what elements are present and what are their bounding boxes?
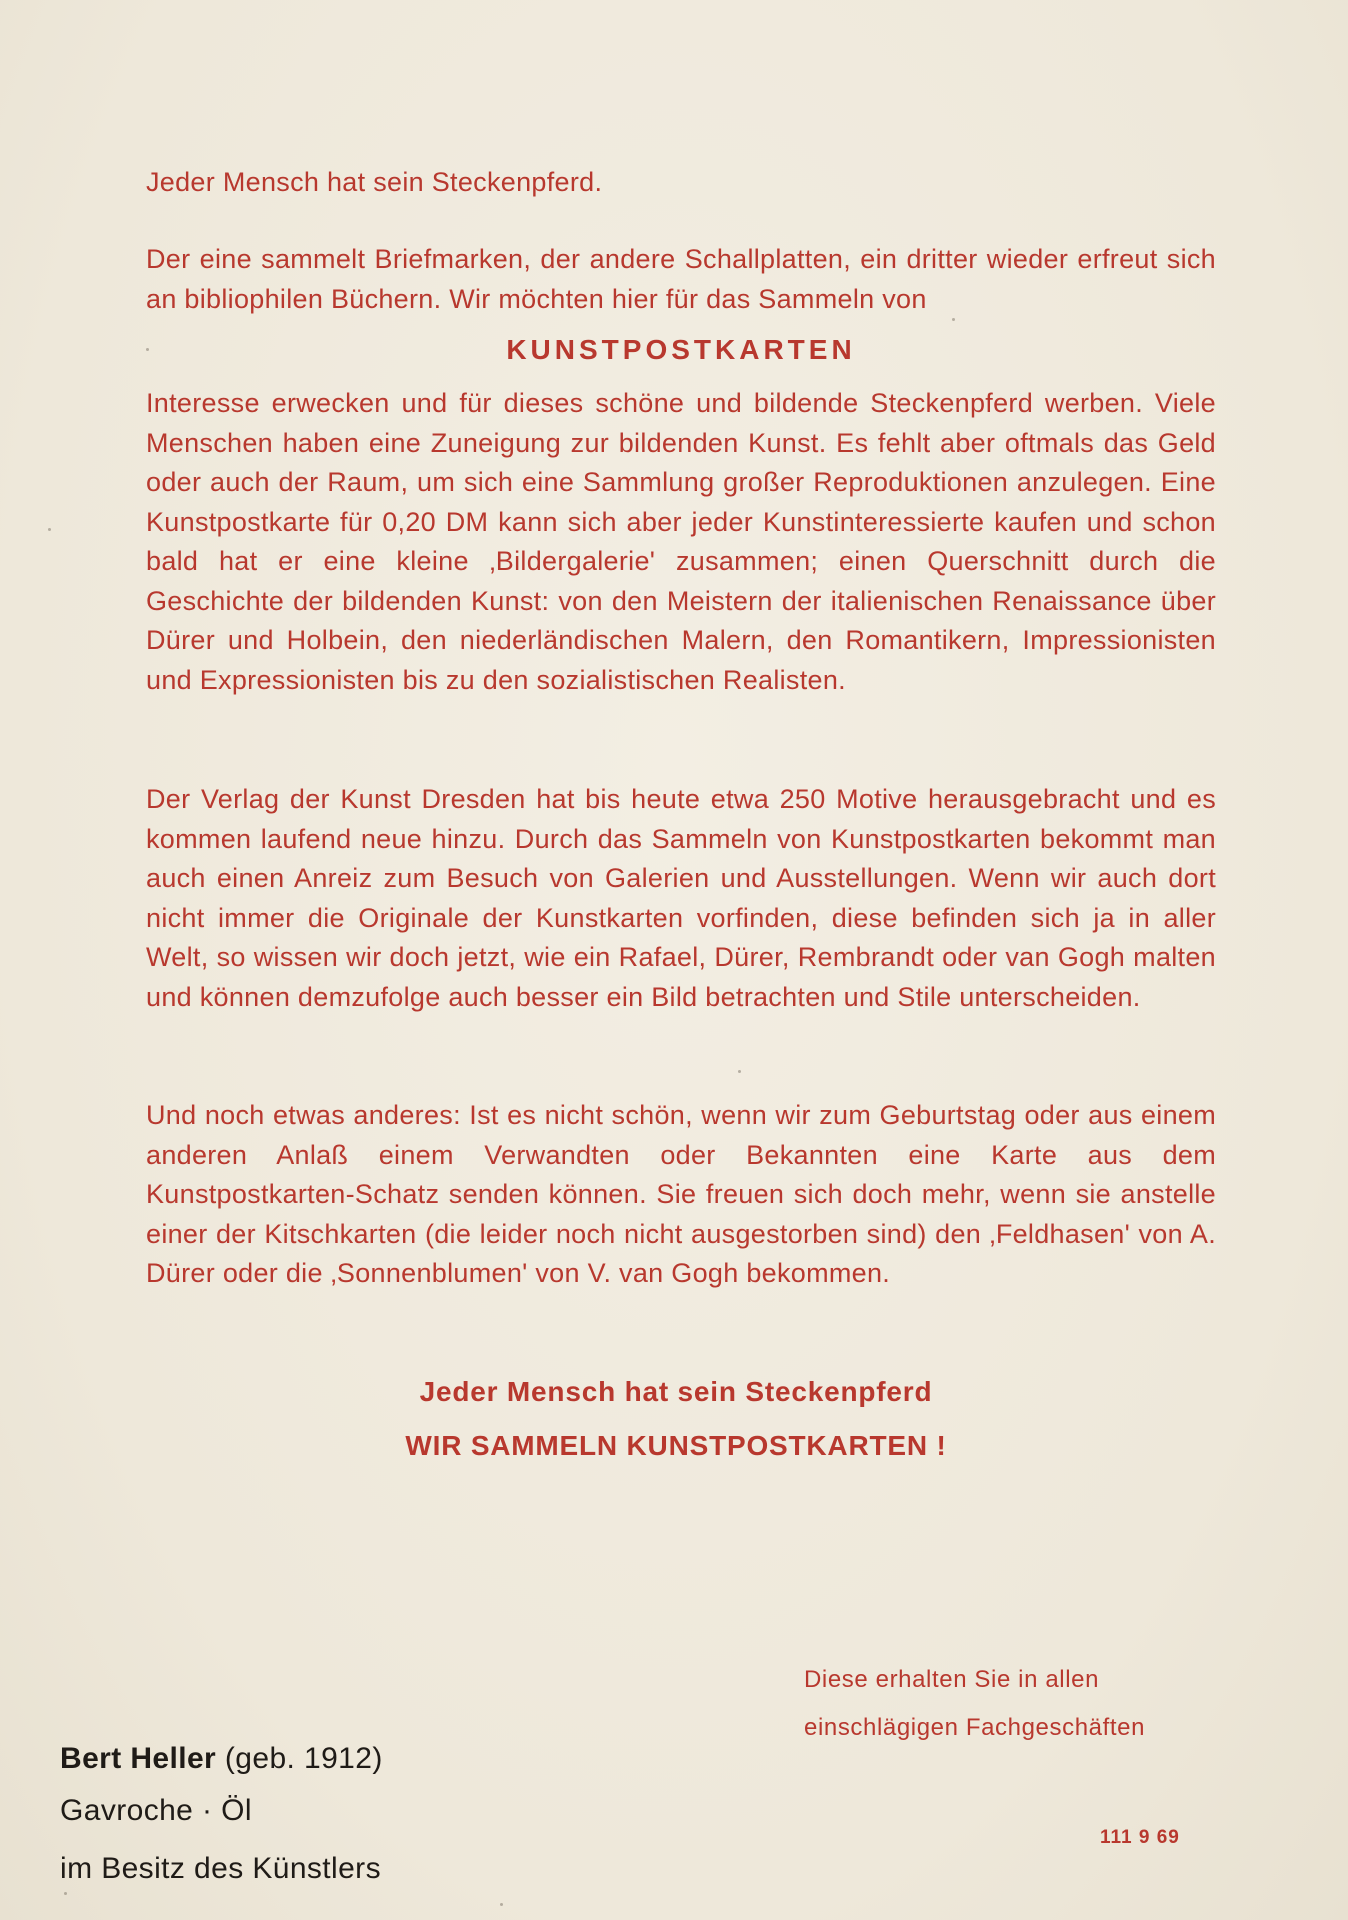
paragraph-publisher: Der Verlag der Kunst Dresden hat bis heute etwa 250 Motive herausgebracht und es kommen laufend neue hinzu. Durch das Sammeln von Kunstpostkarten bekommt man auch einen Anreiz zum Besuch von Galerien und Ausstellungen. Wenn wir auch dort nicht immer die Originale der Kunstkarten vorfinden, diese befinden sich ja in aller Welt, so wissen wir doch jetzt, wie ein Rafael, Dürer, Rembrandt oder van Gogh malten und können demzufolge auch besser ein Bild betrachten und Stile unterscheiden.	[146, 784, 1216, 1012]
heading-kunstpostkarten: KUNSTPOSTKARTEN	[506, 334, 856, 365]
paper-speck	[500, 1903, 503, 1906]
credit-owner: im Besitz des Künstlers	[60, 1852, 381, 1885]
artist-name: Bert Heller	[60, 1742, 217, 1775]
credit-work: Gavroche · Öl	[60, 1794, 252, 1827]
paper-speck	[48, 528, 51, 531]
paragraph-intro: Der eine sammelt Briefmarken, der andere Schallplatten, ein dritter wieder erfreut sich an bibliophilen Büchern. Wir möchten hier für das Sammeln von	[146, 244, 1216, 314]
paper-speck	[952, 318, 955, 321]
opening-line: Jeder Mensch hat sein Steckenpferd.	[146, 167, 603, 197]
artist-years: (geb. 1912)	[224, 1742, 383, 1775]
paragraph-gifts: Und noch etwas anderes: Ist es nicht schön, wenn wir zum Geburtstag oder aus einem anderen Anlaß einem Verwandten oder Bekannten eine Karte aus dem Kunstpostkarten-Schatz senden können. Sie freuen sich doch mehr, wenn sie anstelle einer der Kitschkarten (die leider noch nicht ausgestorben sind) den ‚Feldhasen' von A. Dürer oder die ‚Sonnenblumen' von V. van Gogh bekommen.	[146, 1100, 1216, 1288]
paper-speck	[738, 1070, 741, 1073]
dealer-note-line-2: einschlägigen Fachgeschäften	[804, 1714, 1146, 1741]
paper-speck	[64, 1892, 67, 1895]
dealer-note-line-1: Diese erhalten Sie in allen	[804, 1666, 1100, 1693]
slogan-steckenpferd: Jeder Mensch hat sein Steckenpferd	[419, 1376, 933, 1407]
slogan-wir-sammeln: WIR SAMMELN KUNSTPOSTKARTEN !	[405, 1430, 947, 1461]
paper-speck	[146, 348, 149, 351]
print-code: 111 9 69	[1100, 1827, 1180, 1848]
dealer-note	[804, 1656, 1145, 1752]
credit-artist	[60, 1742, 383, 1776]
paragraph-art-interest: Interesse erwecken und für dieses schöne und bildende Steckenpferd werben. Viele Menschen haben eine Zuneigung zur bildenden Kunst. Es fehlt aber oftmals das Geld oder auch der Raum, um sich eine Sammlung großer Reproduktionen anzulegen. Eine Kunstpostkarte für 0,20 DM kann sich aber jeder Kunstinteressierte kaufen und schon bald hat er eine kleine ‚Bildergalerie' zusammen; einen Querschnitt durch die Geschichte der bildenden Kunst: von den Meistern der italienischen Renaissance über Dürer und Holbein, den niederländischen Malern, den Romantikern, Impressionisten und Expressionisten bis zu den sozialistischen Realisten.	[146, 388, 1216, 695]
